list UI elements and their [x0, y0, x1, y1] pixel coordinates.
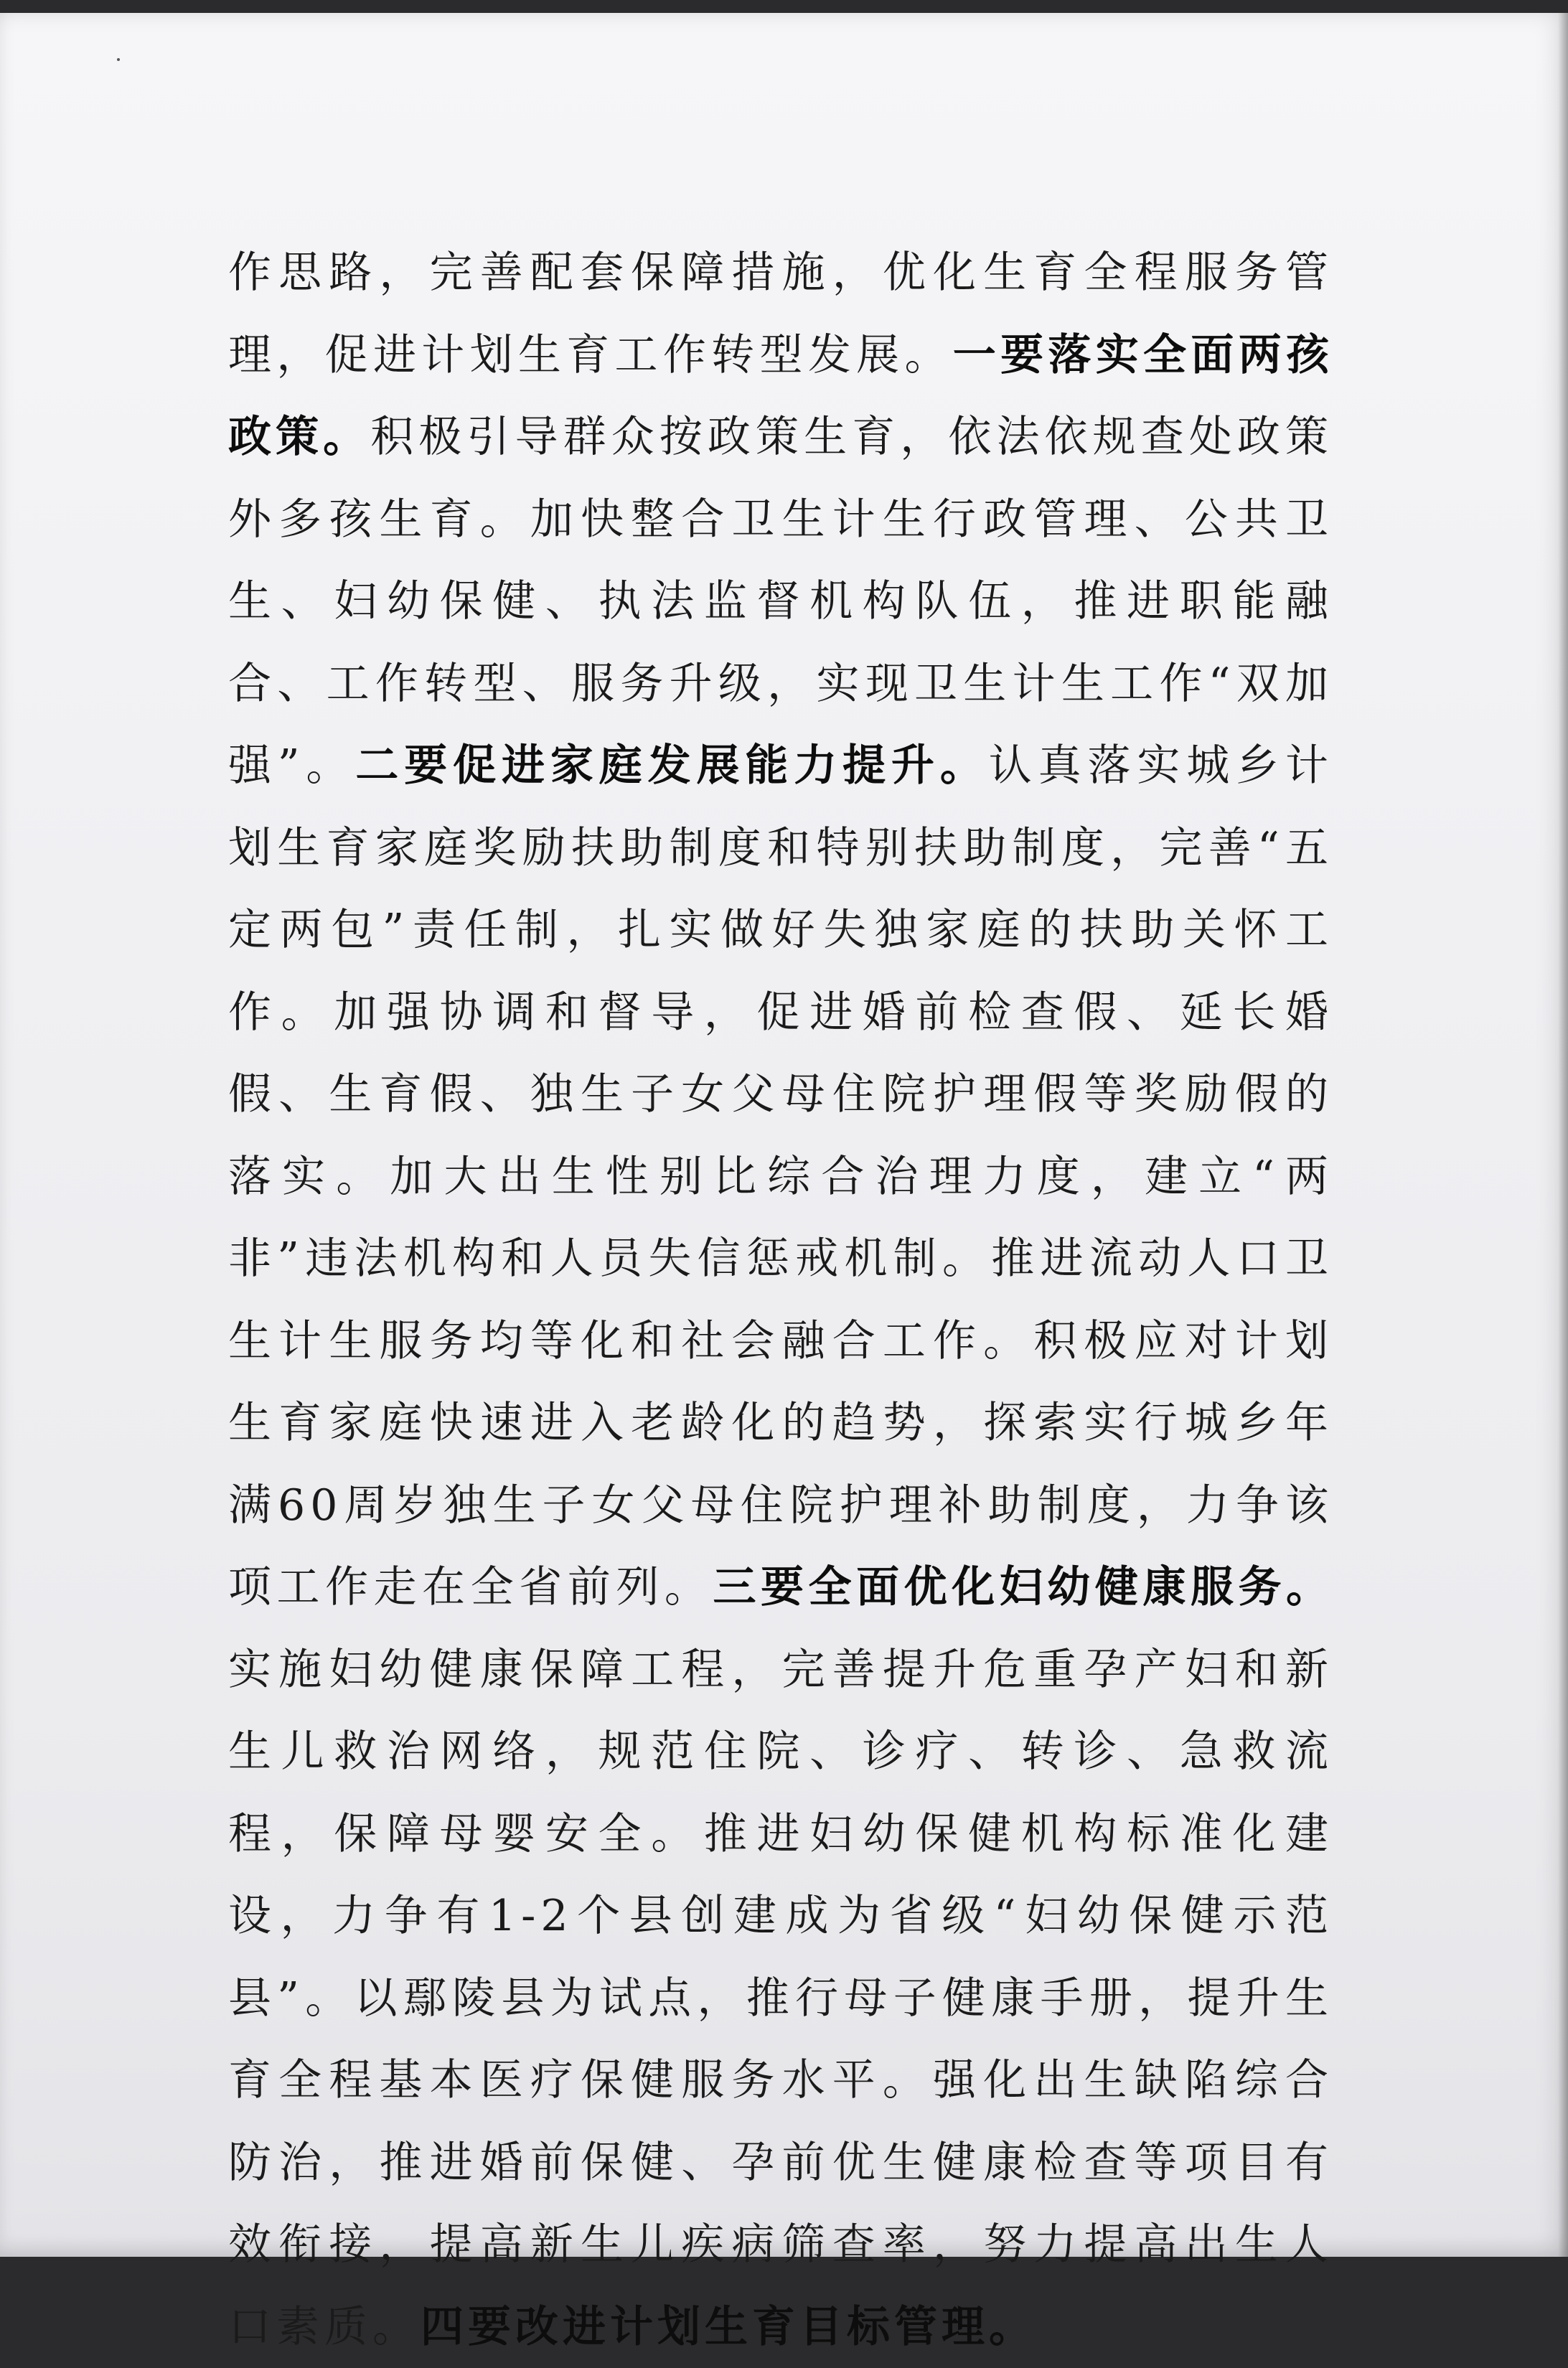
body-paragraph	[228, 232, 1333, 2368]
heading-3: 三要全面优化妇幼健康服务。	[713, 1562, 1334, 1612]
paper-edge-shadow	[1558, 13, 1568, 2257]
run-0: 作思路，完善配套保障措施，优化生育全程服务管理，促进计划生育工作转型发展。	[228, 248, 1333, 380]
run-4: 认真落实城乡计划生育家庭奖励扶助制度和特别扶助制度，完善“五定两包”责任制，扎实做好失独家庭的扶助关怀工作。加强协调和督导，促进婚前检查假、延长婚假、生育假、独生子女父母住院护理假等奖励假的落实。加大出生性别比综合治理力度，建立“两非”违法机构和人员失信惩戒机制。推进流动人口卫生计生服务均等化和社会融合工作。积极应对计划生育家庭快速进入老龄化的趋势，探索实行城乡年满60周岁独生子女父母住院护理补助制度，力争该项工作走在全省前列。	[228, 741, 1334, 1612]
heading-4: 四要改进计划生育目标管理。	[421, 2301, 1036, 2352]
heading-2: 二要促进家庭发展能力提升。	[355, 741, 989, 791]
heading-1: 一要落实全面两孩政策。	[228, 329, 1334, 462]
paper-speck	[117, 58, 120, 61]
run-6: 实施妇幼健康保障工程，完善提升危重孕产妇和新生儿救治网络，规范住院、诊疗、转诊、急救流程，保障母婴安全。推进妇幼保健机构标准化建设，力争有1-2个县创建成为省级“妇幼保健示范县”。以鄢陵县为试点，推行母子健康手册，提升生育全程基本医疗保健服务水平。强化出生缺陷综合防治，推进婚前保健、孕前优生健康检查等项目有效衔接，提高新生儿疾病筛查率，努力提高出生人口素质。	[228, 1644, 1333, 2352]
run-2: 积极引导群众按政策生育，依法依规查处政策外多孩生育。加快整合卫生计生行政管理、公共卫生、妇幼保健、执法监督机构队伍，推进职能融合、工作转型、服务升级，实现卫生计生工作“双加强”。	[228, 412, 1334, 791]
paper-sheet	[0, 13, 1568, 2352]
